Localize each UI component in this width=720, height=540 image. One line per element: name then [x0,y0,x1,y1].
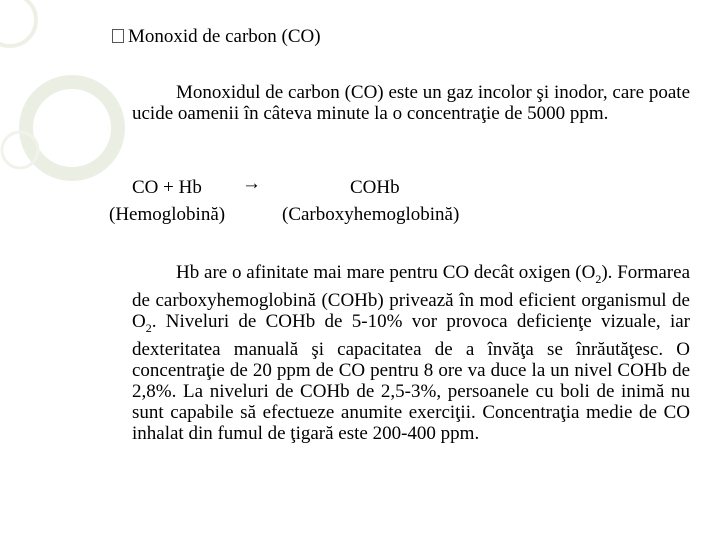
equation-product: COHb [350,177,400,198]
intro-text: Monoxidul de carbon (CO) este un gaz incolor şi inodor, care poate ucide oamenii în câteva minute la o concentraţie de 5000 ppm. [132,82,690,124]
reactant-name: (Hemoglobină) [109,204,226,225]
reaction-arrow-icon: → [242,173,261,194]
body-text-part1: Hb are o afinitate mai mare pentru CO decât oxigen (O [176,262,596,283]
intro-paragraph [132,82,690,124]
square-bullet-icon [112,29,124,43]
subscript-2: 2 [595,271,602,286]
body-text-part2: ). Formarea de carboxyhemoglobină (COHb) privează în mod eficient organismul de O [132,262,690,332]
product-name: (Carboxyhemoglobină) [282,204,460,225]
body-paragraph [132,262,690,444]
heading-text: Monoxid de carbon (CO) [128,26,321,47]
subscript-2: 2 [145,320,152,335]
slide-heading [112,26,321,48]
equation-reactants: CO + Hb [132,177,202,198]
body-text-part3: . Niveluri de COHb de 5-10% vor provoca deficienţe vizuale, iar dexteritatea manuală şi capacitatea de a învăţa se înrăutăţesc. O concentraţie de 20 ppm de CO pentru 8 ore va duce la un nivel COHb de 2,8%. La niveluri de COHb de 2,5-3%, persoanele cu boli de inimă nu sunt capabile să efectueze anumite exerciţii. Concentraţia medie de CO inhalat din fumul de ţigară este 200-400 ppm. [132,310,690,444]
